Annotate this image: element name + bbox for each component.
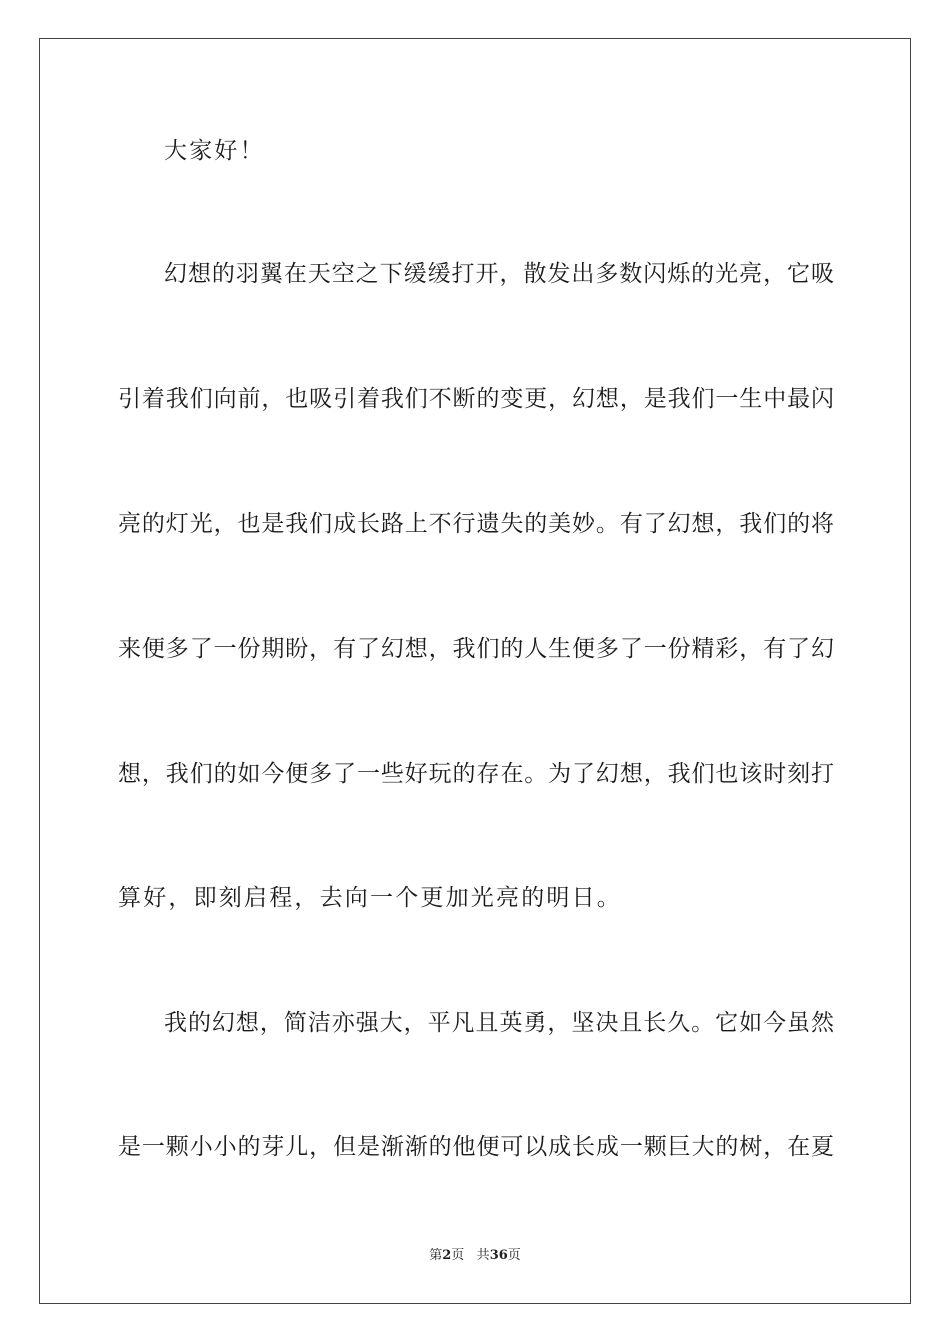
page-label-prefix: 第	[429, 1248, 443, 1263]
paragraph-line: 引着我们向前，也吸引着我们不断的变更，幻想，是我们一生中最闪	[118, 386, 834, 412]
paragraph-line: 我的幻想，简洁亦强大，平凡且英勇，坚决且长久。它如今虽然	[164, 1010, 834, 1036]
page-border	[39, 38, 911, 1304]
paragraph-line: 想，我们的如今便多了一些好玩的存在。为了幻想，我们也该时刻打	[118, 761, 834, 787]
total-label-suffix: 页	[507, 1248, 521, 1263]
paragraph-line: 幻想的羽翼在天空之下缓缓打开，散发出多数闪烁的光亮，它吸	[164, 261, 834, 287]
total-label-prefix: 共	[476, 1248, 490, 1263]
page-label-suffix: 页	[451, 1248, 465, 1263]
paragraph-line: 来便多了一份期盼，有了幻想，我们的人生便多了一份精彩，有了幻	[118, 636, 834, 662]
current-page-number: 2	[442, 1248, 452, 1263]
paragraph-line: 亮的灯光，也是我们成长路上不行遗失的美妙。有了幻想，我们的将	[118, 511, 834, 537]
page-footer	[0, 1247, 950, 1265]
total-pages-number: 36	[489, 1248, 508, 1263]
paragraph-line: 算好，即刻启程，去向一个更加光亮的明日。	[118, 885, 622, 911]
greeting-line: 大家好！	[164, 138, 265, 164]
paragraph-line: 是一颗小小的芽儿，但是渐渐的他便可以成长成一颗巨大的树，在夏	[118, 1134, 834, 1160]
